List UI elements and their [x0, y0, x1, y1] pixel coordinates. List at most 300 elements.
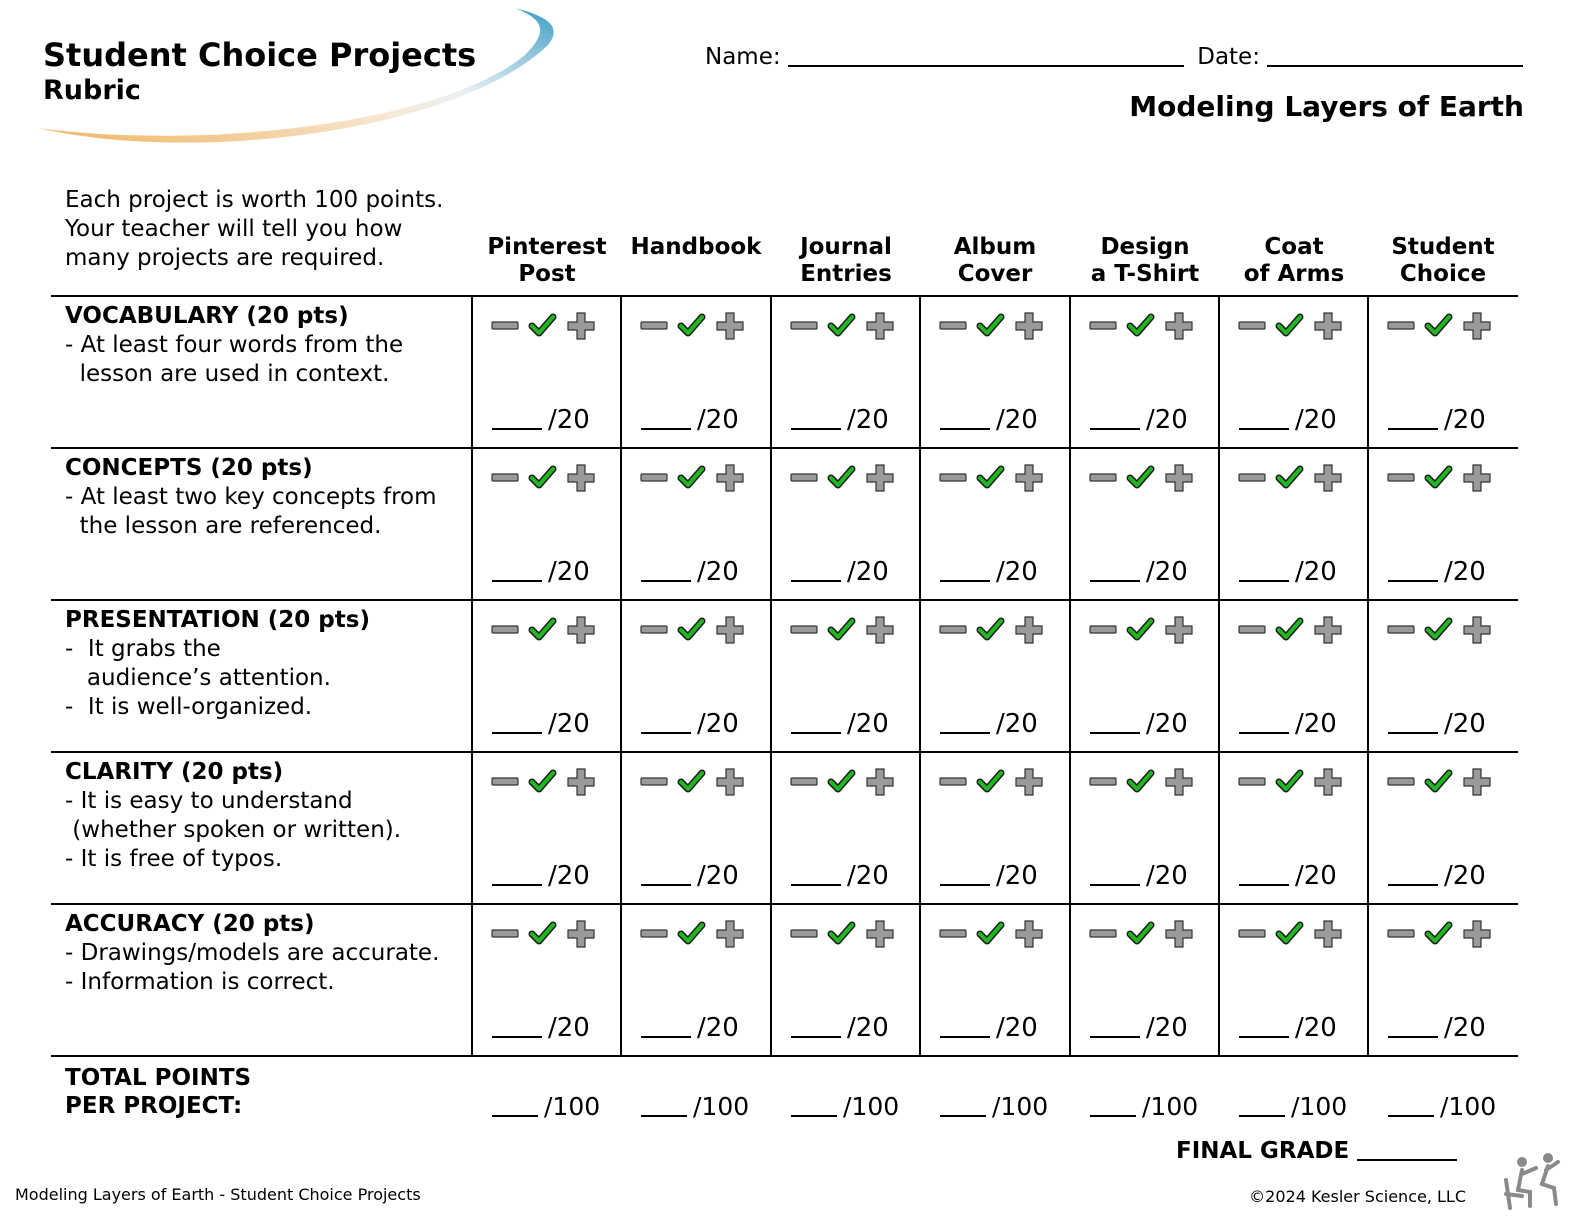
score-max: /20: [548, 861, 590, 891]
rating-icons[interactable]: [1237, 919, 1349, 949]
column-divider: [1069, 295, 1071, 1056]
criterion-cell: [65, 910, 465, 997]
score-blank[interactable]: [492, 884, 542, 886]
rating-icons[interactable]: [789, 919, 901, 949]
score-blank[interactable]: [1388, 732, 1438, 734]
name-label: Name:: [705, 44, 781, 70]
rating-icons[interactable]: [1088, 615, 1200, 645]
score-blank[interactable]: [791, 884, 841, 886]
score-max: /20: [847, 1013, 889, 1043]
plus-icon: [717, 465, 743, 491]
total-max: /100: [843, 1092, 900, 1121]
total-blank[interactable]: [1239, 1115, 1285, 1117]
row-divider: [51, 599, 1518, 601]
score-blank[interactable]: [791, 732, 841, 734]
check-icon: [532, 621, 553, 637]
minus-icon: [1239, 778, 1265, 785]
plus-icon: [867, 921, 893, 947]
check-icon: [1279, 469, 1300, 485]
score-field[interactable]: [940, 1013, 1038, 1043]
score-max: /20: [1444, 709, 1486, 739]
score-blank[interactable]: [1388, 1036, 1438, 1038]
score-field[interactable]: [492, 861, 590, 891]
column-header-line1: Journal: [800, 234, 892, 260]
score-blank[interactable]: [1388, 580, 1438, 582]
column-header: [472, 234, 622, 288]
score-blank[interactable]: [641, 884, 691, 886]
criterion-name: VOCABULARY (20 pts): [65, 303, 349, 329]
rating-icons[interactable]: [938, 311, 1050, 341]
plus-icon: [1166, 769, 1192, 795]
score-blank[interactable]: [1090, 580, 1140, 582]
plus-icon: [717, 313, 743, 339]
check-icon: [980, 621, 1001, 637]
check-icon: [532, 317, 553, 333]
score-max: /20: [548, 709, 590, 739]
check-icon: [980, 317, 1001, 333]
score-field[interactable]: [791, 405, 889, 435]
score-blank[interactable]: [492, 428, 542, 430]
score-blank[interactable]: [1090, 1036, 1140, 1038]
check-icon: [831, 925, 852, 941]
plus-icon: [1016, 769, 1042, 795]
rating-icons[interactable]: [490, 615, 602, 645]
score-max: /20: [1295, 709, 1337, 739]
column-divider: [471, 295, 473, 1056]
column-divider: [1218, 295, 1220, 1056]
score-field[interactable]: [1388, 861, 1486, 891]
rating-icons[interactable]: [1386, 463, 1498, 493]
score-field[interactable]: [1388, 1013, 1486, 1043]
minus-icon: [492, 626, 518, 633]
check-icon: [1428, 469, 1449, 485]
total-max: /100: [1142, 1092, 1199, 1121]
plus-icon: [1464, 921, 1490, 947]
column-header-line1: Design: [1100, 234, 1190, 260]
score-blank[interactable]: [492, 1036, 542, 1038]
score-blank[interactable]: [791, 428, 841, 430]
score-blank[interactable]: [641, 580, 691, 582]
score-blank[interactable]: [791, 1036, 841, 1038]
rating-icons[interactable]: [1088, 919, 1200, 949]
minus-icon: [791, 778, 817, 785]
score-max: /20: [697, 557, 739, 587]
column-header-line1: Student: [1391, 234, 1495, 260]
check-icon: [831, 469, 852, 485]
minus-icon: [1090, 778, 1116, 785]
minus-icon: [1239, 474, 1265, 481]
plus-icon: [1166, 465, 1192, 491]
score-blank[interactable]: [1239, 732, 1289, 734]
column-header: [1219, 234, 1369, 288]
plus-icon: [1464, 769, 1490, 795]
score-field[interactable]: [1090, 709, 1188, 739]
rating-icons[interactable]: [1237, 615, 1349, 645]
check-icon: [681, 773, 702, 789]
total-field[interactable]: [1239, 1092, 1347, 1122]
final-grade: [1176, 1136, 1457, 1166]
rating-icons[interactable]: [639, 615, 751, 645]
total-blank[interactable]: [1388, 1115, 1434, 1117]
score-blank[interactable]: [1239, 580, 1289, 582]
rating-icons[interactable]: [639, 311, 751, 341]
column-header: [1368, 234, 1518, 288]
check-icon: [1279, 925, 1300, 941]
column-header-line2: Cover: [957, 261, 1033, 287]
final-grade-field[interactable]: [1357, 1159, 1457, 1161]
check-icon: [681, 621, 702, 637]
score-blank[interactable]: [1239, 884, 1289, 886]
row-divider: [51, 903, 1518, 905]
minus-icon: [641, 322, 667, 329]
criterion-description: - At least four words from the lesson are used in context.: [65, 332, 404, 387]
rating-icons[interactable]: [1386, 615, 1498, 645]
score-field[interactable]: [641, 405, 739, 435]
minus-icon: [641, 474, 667, 481]
score-max: /20: [847, 405, 889, 435]
score-blank[interactable]: [1239, 1036, 1289, 1038]
score-blank[interactable]: [940, 732, 990, 734]
score-blank[interactable]: [641, 428, 691, 430]
score-max: /20: [996, 1013, 1038, 1043]
score-blank[interactable]: [641, 1036, 691, 1038]
score-blank[interactable]: [492, 580, 542, 582]
total-blank[interactable]: [641, 1115, 687, 1117]
score-field[interactable]: [1388, 709, 1486, 739]
plus-icon: [1315, 617, 1341, 643]
minus-icon: [492, 322, 518, 329]
minus-icon: [1388, 474, 1414, 481]
plus-icon: [568, 465, 594, 491]
score-blank[interactable]: [1239, 428, 1289, 430]
score-field[interactable]: [940, 557, 1038, 587]
score-blank[interactable]: [940, 884, 990, 886]
score-field[interactable]: [641, 709, 739, 739]
column-header: [771, 234, 921, 288]
plus-icon: [1315, 465, 1341, 491]
score-max: /20: [847, 861, 889, 891]
rating-icons[interactable]: [1088, 311, 1200, 341]
minus-icon: [641, 626, 667, 633]
plus-icon: [1166, 313, 1192, 339]
score-max: /20: [548, 405, 590, 435]
minus-icon: [1090, 930, 1116, 937]
score-max: /20: [697, 861, 739, 891]
score-max: /20: [996, 861, 1038, 891]
row-divider: [51, 295, 1518, 297]
score-field[interactable]: [791, 1013, 889, 1043]
score-field[interactable]: [1239, 405, 1337, 435]
check-icon: [1130, 317, 1151, 333]
minus-icon: [641, 930, 667, 937]
column-divider: [620, 295, 622, 1056]
plus-icon: [1464, 617, 1490, 643]
column-header: [1070, 234, 1220, 288]
rating-icons[interactable]: [789, 311, 901, 341]
score-field[interactable]: [791, 861, 889, 891]
check-icon: [681, 317, 702, 333]
score-max: /20: [697, 709, 739, 739]
check-icon: [532, 469, 553, 485]
minus-icon: [1090, 474, 1116, 481]
criterion-cell: [65, 454, 465, 541]
rating-icons[interactable]: [1386, 919, 1498, 949]
check-icon: [831, 773, 852, 789]
minus-icon: [791, 930, 817, 937]
column-header-line2: Choice: [1399, 261, 1487, 287]
plus-icon: [1464, 313, 1490, 339]
score-blank[interactable]: [791, 580, 841, 582]
rating-icons[interactable]: [789, 615, 901, 645]
date-field[interactable]: [1267, 65, 1523, 67]
score-max: /20: [1444, 405, 1486, 435]
score-max: /20: [697, 405, 739, 435]
total-blank[interactable]: [492, 1115, 538, 1117]
score-max: /20: [847, 557, 889, 587]
rating-icons[interactable]: [789, 767, 901, 797]
minus-icon: [492, 474, 518, 481]
total-field[interactable]: [940, 1092, 1048, 1122]
minus-icon: [1090, 322, 1116, 329]
score-max: /20: [996, 709, 1038, 739]
criterion-name: PRESENTATION (20 pts): [65, 607, 370, 633]
total-blank[interactable]: [1090, 1115, 1136, 1117]
column-header-line2: of Arms: [1243, 261, 1345, 287]
score-field[interactable]: [1239, 557, 1337, 587]
score-max: /20: [548, 1013, 590, 1043]
total-field[interactable]: [1090, 1092, 1198, 1122]
score-field[interactable]: [791, 557, 889, 587]
total-blank[interactable]: [940, 1115, 986, 1117]
score-field[interactable]: [492, 557, 590, 587]
score-max: /20: [1295, 861, 1337, 891]
score-blank[interactable]: [641, 732, 691, 734]
check-icon: [980, 469, 1001, 485]
column-header-line2: Post: [518, 261, 576, 287]
rating-icons[interactable]: [789, 463, 901, 493]
score-field[interactable]: [940, 405, 1038, 435]
date-label: Date:: [1197, 44, 1260, 70]
final-grade-label: FINAL GRADE: [1176, 1138, 1350, 1164]
rating-icons[interactable]: [639, 919, 751, 949]
score-max: /20: [1295, 1013, 1337, 1043]
score-field[interactable]: [940, 861, 1038, 891]
lesson-topic: Modeling Layers of Earth: [1129, 90, 1524, 123]
minus-icon: [1388, 322, 1414, 329]
total-max: /100: [1440, 1092, 1497, 1121]
rating-icons[interactable]: [1386, 311, 1498, 341]
rating-icons[interactable]: [938, 463, 1050, 493]
score-field[interactable]: [1090, 1013, 1188, 1043]
rating-icons[interactable]: [639, 463, 751, 493]
criterion-name: ACCURACY (20 pts): [65, 911, 315, 937]
total-blank[interactable]: [791, 1115, 837, 1117]
check-icon: [532, 773, 553, 789]
minus-icon: [791, 474, 817, 481]
rating-icons[interactable]: [1088, 463, 1200, 493]
score-blank[interactable]: [1388, 884, 1438, 886]
score-blank[interactable]: [1090, 428, 1140, 430]
plus-icon: [867, 465, 893, 491]
total-field[interactable]: [791, 1092, 899, 1122]
total-max: /100: [992, 1092, 1049, 1121]
name-field[interactable]: [788, 65, 1184, 67]
score-field[interactable]: [1388, 557, 1486, 587]
minus-icon: [1388, 778, 1414, 785]
score-field[interactable]: [492, 1013, 590, 1043]
criterion-description: - It grabs the audience’s attention. - It is well-organized.: [65, 636, 331, 720]
rating-icons[interactable]: [490, 767, 602, 797]
column-header-line1: Album: [953, 234, 1037, 260]
plus-icon: [717, 769, 743, 795]
plus-icon: [867, 769, 893, 795]
minus-icon: [1388, 930, 1414, 937]
total-field[interactable]: [1388, 1092, 1496, 1122]
minus-icon: [940, 930, 966, 937]
plus-icon: [1016, 921, 1042, 947]
score-field[interactable]: [641, 557, 739, 587]
criterion-cell: [65, 606, 465, 722]
total-field[interactable]: [492, 1092, 600, 1122]
plus-icon: [1016, 313, 1042, 339]
row-divider: [51, 1055, 1518, 1057]
rating-icons[interactable]: [490, 311, 602, 341]
rating-icons[interactable]: [639, 767, 751, 797]
plus-icon: [717, 921, 743, 947]
criterion-description: - It is easy to understand (whether spoken or written). - It is free of typos.: [65, 788, 402, 872]
criterion-description: - At least two key concepts from the lesson are referenced.: [65, 484, 437, 539]
minus-icon: [1388, 626, 1414, 633]
score-max: /20: [548, 557, 590, 587]
score-field[interactable]: [1090, 861, 1188, 891]
score-blank[interactable]: [940, 580, 990, 582]
column-divider: [919, 295, 921, 1056]
row-divider: [51, 447, 1518, 449]
check-icon: [1130, 469, 1151, 485]
footer-copyright: ©2024 Kesler Science, LLC: [1249, 1187, 1466, 1206]
kesler-logo-icon: [1500, 1150, 1564, 1212]
check-icon: [1279, 621, 1300, 637]
total-max: /100: [544, 1092, 601, 1121]
score-blank[interactable]: [940, 1036, 990, 1038]
plus-icon: [1315, 769, 1341, 795]
rating-icons[interactable]: [1237, 311, 1349, 341]
rating-icons[interactable]: [490, 919, 602, 949]
check-icon: [1428, 773, 1449, 789]
column-header-line1: Coat: [1264, 234, 1324, 260]
column-header-line2: a T-Shirt: [1090, 261, 1200, 287]
check-icon: [1279, 773, 1300, 789]
plus-icon: [568, 769, 594, 795]
check-icon: [1428, 925, 1449, 941]
rating-icons[interactable]: [938, 919, 1050, 949]
column-header: [920, 234, 1070, 288]
rating-icons[interactable]: [490, 463, 602, 493]
score-max: /20: [697, 1013, 739, 1043]
check-icon: [980, 773, 1001, 789]
score-blank[interactable]: [1090, 732, 1140, 734]
check-icon: [831, 317, 852, 333]
rating-icons[interactable]: [938, 767, 1050, 797]
score-field[interactable]: [1090, 557, 1188, 587]
plus-icon: [568, 617, 594, 643]
check-icon: [1279, 317, 1300, 333]
rating-icons[interactable]: [1237, 463, 1349, 493]
score-max: /20: [1444, 557, 1486, 587]
score-max: /20: [1444, 1013, 1486, 1043]
score-blank[interactable]: [492, 732, 542, 734]
score-field[interactable]: [492, 709, 590, 739]
score-max: /20: [847, 709, 889, 739]
score-max: /20: [1444, 861, 1486, 891]
plus-icon: [1315, 313, 1341, 339]
check-icon: [681, 469, 702, 485]
page-subtitle: Rubric: [43, 75, 141, 106]
plus-icon: [1166, 617, 1192, 643]
column-header-line1: Pinterest: [487, 234, 607, 260]
score-field[interactable]: [791, 709, 889, 739]
rating-icons[interactable]: [1237, 767, 1349, 797]
score-max: /20: [1146, 1013, 1188, 1043]
check-icon: [1130, 773, 1151, 789]
score-field[interactable]: [1239, 1013, 1337, 1043]
score-blank[interactable]: [940, 428, 990, 430]
minus-icon: [791, 322, 817, 329]
minus-icon: [1239, 930, 1265, 937]
score-field[interactable]: [492, 405, 590, 435]
total-field[interactable]: [641, 1092, 749, 1122]
check-icon: [831, 621, 852, 637]
minus-icon: [940, 778, 966, 785]
score-field[interactable]: [1239, 861, 1337, 891]
rating-icons[interactable]: [1386, 767, 1498, 797]
check-icon: [1428, 317, 1449, 333]
score-field[interactable]: [1239, 709, 1337, 739]
rating-icons[interactable]: [1088, 767, 1200, 797]
column-divider: [770, 295, 772, 1056]
score-max: /20: [1295, 557, 1337, 587]
plus-icon: [1464, 465, 1490, 491]
plus-icon: [568, 313, 594, 339]
score-field[interactable]: [1090, 405, 1188, 435]
column-header-line2: Handbook: [630, 234, 762, 260]
footer-left: Modeling Layers of Earth - Student Choice Projects: [15, 1185, 421, 1204]
score-blank[interactable]: [1090, 884, 1140, 886]
page-title: Student Choice Projects: [43, 36, 477, 74]
score-field[interactable]: [641, 1013, 739, 1043]
minus-icon: [641, 778, 667, 785]
score-field[interactable]: [940, 709, 1038, 739]
score-max: /20: [1146, 709, 1188, 739]
minus-icon: [940, 322, 966, 329]
rating-icons[interactable]: [938, 615, 1050, 645]
plus-icon: [1166, 921, 1192, 947]
intro-text: Each project is worth 100 points. Your teacher will tell you how many projects are required.: [65, 187, 444, 271]
total-label-line2: PER PROJECT:: [65, 1093, 243, 1119]
minus-icon: [1239, 322, 1265, 329]
criterion-cell: [65, 302, 465, 389]
check-icon: [532, 925, 553, 941]
total-points-label: [65, 1064, 251, 1120]
check-icon: [1130, 621, 1151, 637]
minus-icon: [492, 778, 518, 785]
check-icon: [681, 925, 702, 941]
score-max: /20: [1146, 557, 1188, 587]
score-field[interactable]: [1388, 405, 1486, 435]
score-field[interactable]: [641, 861, 739, 891]
score-blank[interactable]: [1388, 428, 1438, 430]
minus-icon: [940, 474, 966, 481]
